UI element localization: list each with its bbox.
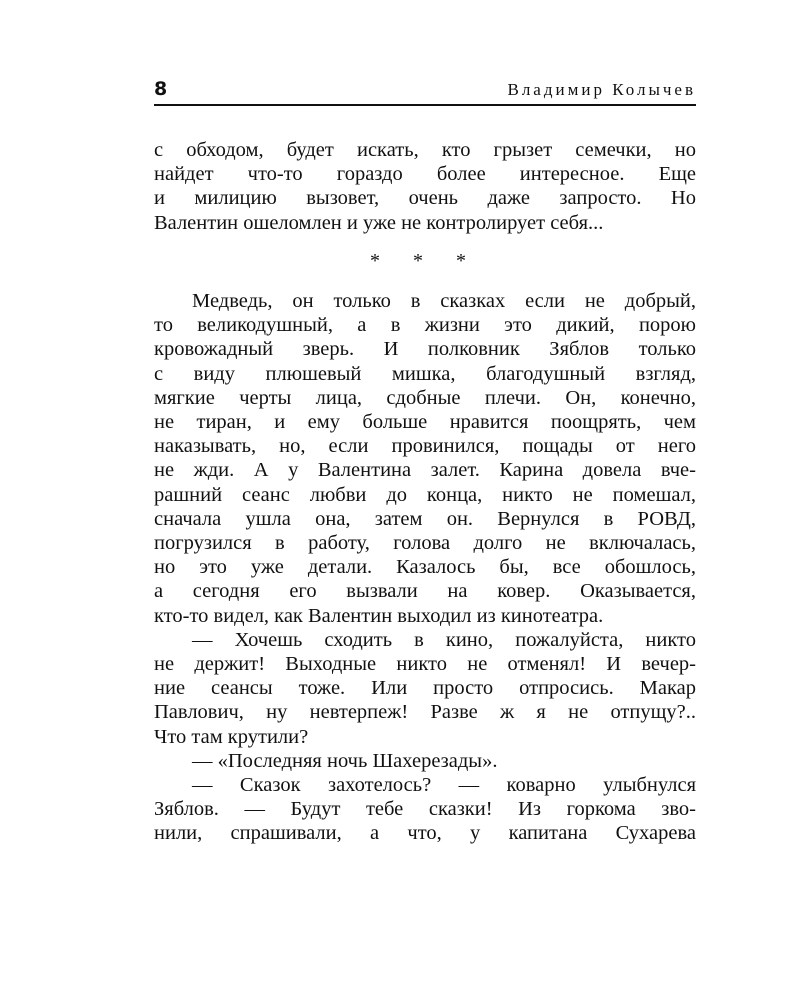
text-line: ние сеансы тоже. Или просто отпросись. Макар <box>154 677 696 700</box>
text-line: а сегодня его вызвали на ковер. Оказывается, <box>154 580 696 603</box>
text-line: погрузился в работу, голова долго не включалась, <box>154 532 696 555</box>
text-line: нили, спрашивали, а что, у капитана Сухарева <box>154 822 696 845</box>
text-line: Павлович, ну невтерпеж! Разве ж я не отпущу?.. <box>154 701 696 724</box>
text-line: то великодушный, а в жизни это дикий, порою <box>154 314 696 337</box>
text-line: и милицию вызовет, очень даже запросто. Но <box>154 187 696 210</box>
paragraph-continued <box>154 138 696 235</box>
page-number: 8 <box>154 78 168 100</box>
text-line: — «Последняя ночь Шахерезады». <box>192 749 498 772</box>
paragraph-1 <box>154 289 696 628</box>
text-line: не жди. А у Валентина залет. Карина довела вче- <box>154 459 696 482</box>
running-head-author: Владимир Колычев <box>507 80 696 99</box>
text-line: Медведь, он только в сказках если не добрый, <box>192 290 696 313</box>
text-line: кто-то видел, как Валентин выходил из кинотеатра. <box>154 604 604 627</box>
page-header <box>154 76 696 106</box>
text-line: — Хочешь сходить в кино, пожалуйста, никто <box>192 628 696 651</box>
paragraph-3 <box>154 749 696 773</box>
paragraph-4 <box>154 773 696 846</box>
text-line: Валентин ошеломлен и уже не контролирует себя... <box>154 211 604 234</box>
text-line: сначала ушла она, затем он. Вернулся в РОВД, <box>154 507 696 530</box>
text-line: — Сказок захотелось? — коварно улыбнулся <box>192 774 696 797</box>
text-line: с обходом, будет искать, кто грызет семечки, но <box>154 139 696 161</box>
paragraph-2 <box>154 628 696 749</box>
text-line: не тиран, и ему больше нравится поощрять, чем <box>154 411 696 434</box>
text-line: Что там крутили? <box>154 725 309 748</box>
section-separator: * * * <box>370 249 480 272</box>
text-line: наказывать, но, если провинился, пощады от него <box>154 435 696 458</box>
text-line: кровожадный зверь. И полковник Зяблов только <box>154 338 696 361</box>
text-line: но это уже детали. Казалось бы, все обошлось, <box>154 556 696 579</box>
text-line: не держит! Выходные никто не отменял! И вечер- <box>154 653 696 676</box>
body-text <box>154 138 696 846</box>
text-line: найдет что-то гораздо более интересное. Еще <box>154 163 696 186</box>
text-line: с виду плюшевый мишка, благодушный взгляд, <box>154 362 696 385</box>
text-line: рашний сеанс любви до конца, никто не помешал, <box>154 483 696 506</box>
text-line: мягкие черты лица, сдобные плечи. Он, конечно, <box>154 386 696 409</box>
text-line: Зяблов. — Будут тебе сказки! Из горкома зво- <box>154 798 696 821</box>
